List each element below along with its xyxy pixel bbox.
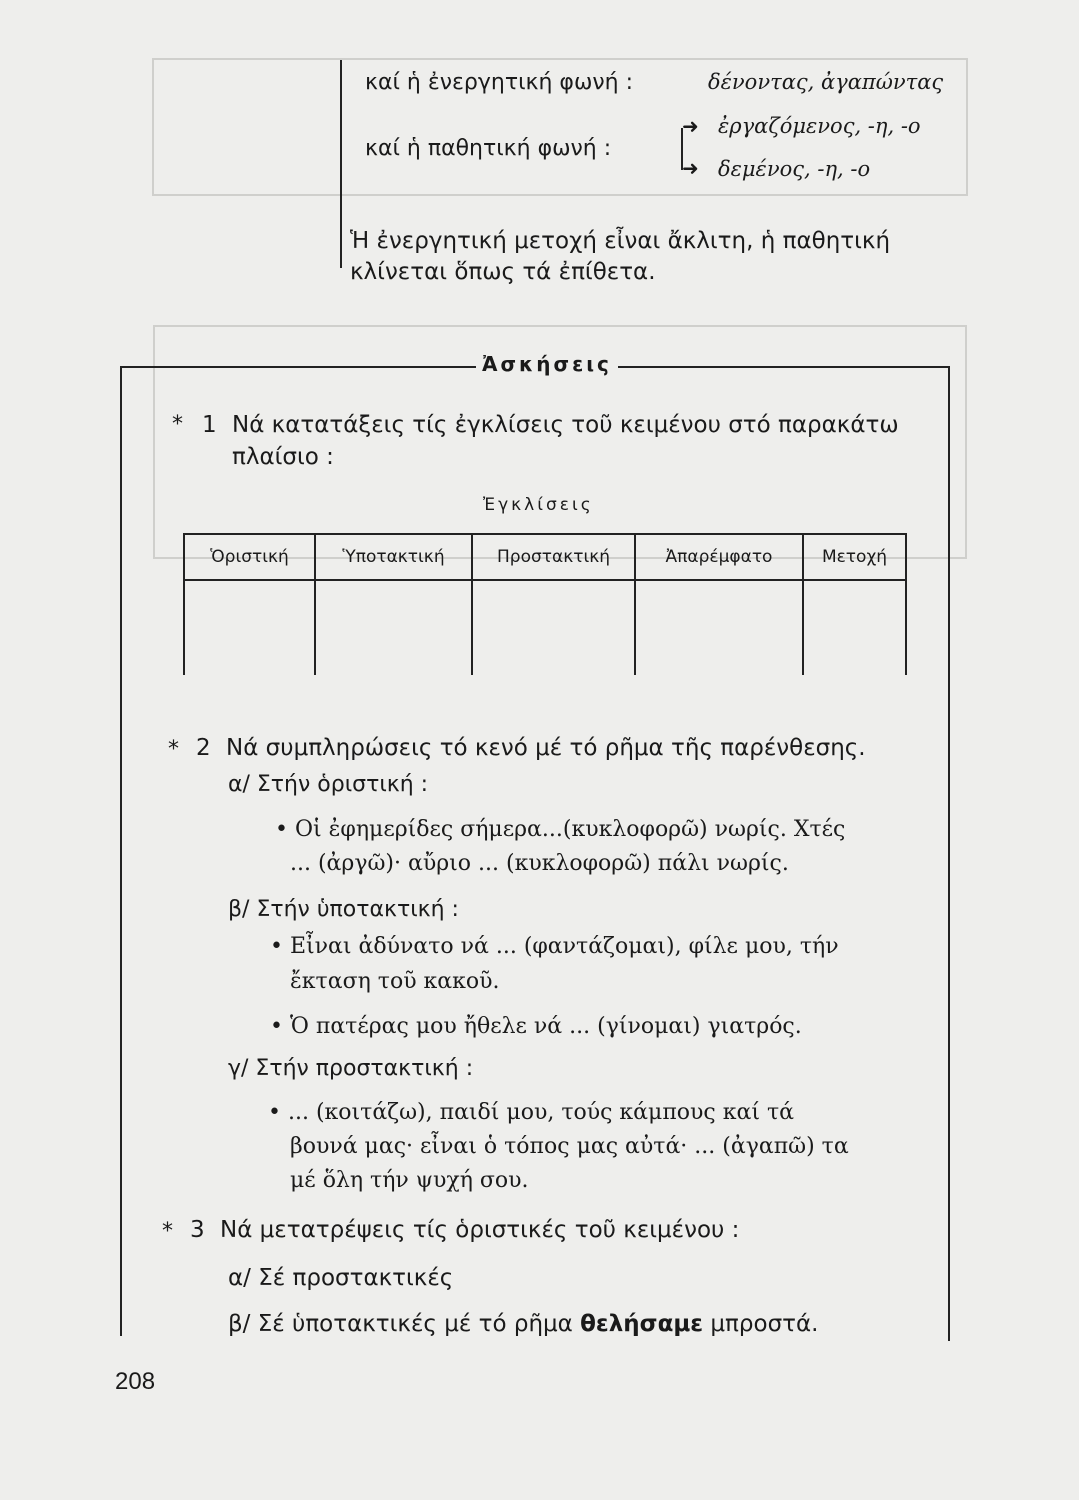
arrow-right-icon: ➜ (682, 156, 699, 180)
ex3-b (228, 1311, 818, 1337)
table-cell[interactable] (803, 580, 906, 675)
ex2-c-item: μέ ὅλη τήν ψυχή σου. (290, 1168, 529, 1193)
passive-voice-label: καί ἡ παθητική φωνή : (365, 136, 612, 161)
passive-form-1: ἐργαζόμενος, -η, -ο (718, 114, 921, 138)
table-caption: Ἐγκλίσεις (483, 495, 594, 515)
exercises-title: Ἀσκήσεις (476, 352, 618, 376)
table-cell[interactable] (635, 580, 803, 675)
ex3-number: 3 (190, 1217, 205, 1243)
participle-note: Ἡ ἐνεργητική μετοχή εἶναι ἄκλιτη, ἡ παθητική (350, 228, 891, 254)
active-voice-forms: δένοντας, ἀγαπώντας (708, 70, 944, 94)
ex3-star: * (162, 1219, 173, 1244)
ex1-star: * (172, 412, 183, 437)
ex1-instruction: Νά κατατάξεις τίς ἐγκλίσεις τοῦ κειμένου στό παρακάτω (232, 412, 899, 438)
column-header: Προστακτική (472, 534, 635, 580)
frame-left (120, 366, 122, 1336)
ex2-star: * (168, 737, 179, 762)
column-header: Ἀπαρέμφατο (635, 534, 803, 580)
ex3-a: α/ Σέ προστακτικές (228, 1265, 454, 1291)
column-header: Ὑποτακτική (315, 534, 472, 580)
ex2-c-item: βουνά μας· εἶναι ὁ τόπος μας αὐτά· ... (ἀγαπῶ) τα (290, 1134, 849, 1159)
ex3-b-verb: θελήσαμε (580, 1311, 704, 1337)
participle-note: κλίνεται ὅπως τά ἐπίθετα. (350, 259, 656, 285)
column-header: Μετοχή (803, 534, 906, 580)
ex2-c-label: γ/ Στήν προστακτική : (228, 1056, 474, 1081)
ex3-b-prefix: β/ Σέ ὑποτακτικές μέ τό ρῆμα (228, 1311, 573, 1337)
ex2-number: 2 (196, 735, 211, 761)
ex3-b-suffix: μπροστά. (710, 1311, 819, 1337)
ex2-a-item: ... (ἀργῶ)· αὔριο ... (κυκλοφορῶ) πάλι νωρίς. (290, 851, 789, 876)
ex2-b-item: • Ὁ πατέρας μου ἤθελε νά ... (γίνομαι) γιατρός. (270, 1014, 802, 1039)
frame-right (948, 366, 950, 1341)
page-number: 208 (115, 1368, 156, 1395)
ex3-instruction: Νά μετατρέψεις τίς ὁριστικές τοῦ κειμένου : (220, 1217, 740, 1243)
ex2-b-item: ἔκταση τοῦ κακοῦ. (290, 969, 500, 994)
ex1-instruction: πλαίσιο : (232, 444, 334, 470)
ex1-number: 1 (202, 412, 217, 438)
moods-table (183, 533, 907, 675)
ex2-b-item: • Εἶναι ἀδύνατο νά ... (φαντάζομαι), φίλε μου, τήν (270, 934, 839, 959)
column-header: Ὁριστική (184, 534, 315, 580)
ex2-a-item: • Οἱ ἐφημερίδες σήμερα...(κυκλοφορῶ) νωρίς. Χτές (275, 817, 846, 842)
ex2-c-item: • ... (κοιτάζω), παιδί μου, τούς κάμπους καί τά (268, 1100, 794, 1125)
ex2-instruction: Νά συμπληρώσεις τό κενό μέ τό ρῆμα τῆς παρένθεσης. (226, 735, 866, 761)
passive-form-2: δεμένος, -η, -ο (718, 157, 871, 181)
table-cell[interactable] (472, 580, 635, 675)
active-voice-label: καί ἡ ἐνεργητική φωνή : (365, 70, 634, 95)
table-cell[interactable] (184, 580, 315, 675)
table-cell[interactable] (315, 580, 472, 675)
ex2-b-label: β/ Στήν ὑποτακτική : (228, 897, 459, 922)
ex2-a-label: α/ Στήν ὁριστική : (228, 772, 429, 797)
arrow-right-icon: ➜ (682, 114, 699, 138)
intro-rule (340, 60, 342, 268)
